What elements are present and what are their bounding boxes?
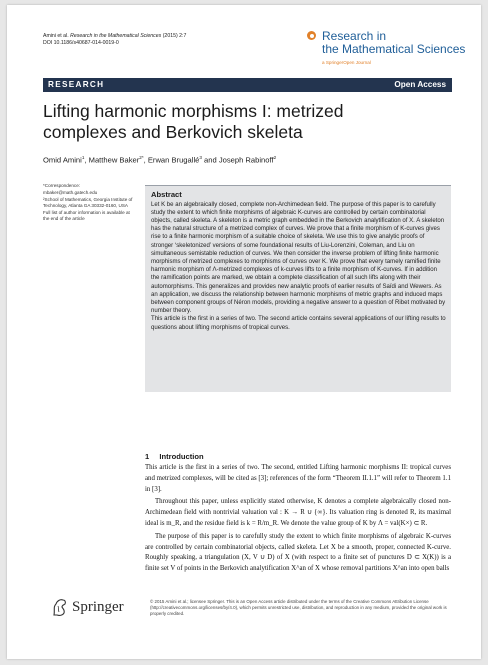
journal-name-line2: the Mathematical Sciences — [322, 42, 466, 56]
journal-logo-icon — [307, 31, 316, 40]
abstract-box — [145, 185, 451, 392]
publisher-logo — [51, 597, 151, 621]
body-paragraph: The purpose of this paper is to carefully study the extent to which finite morphisms of algebraic K-curves are controlled by certain combinatorial objects, called skeleta. Let X be a smooth, proper, connected K-curve. Roughly speaking, a triangulation (X, V ∪ D) of X (with respect to a finite set of punctures D ⊂ X(K)) is a finite set V of points in the Berkovich analytification X^an of X whose removal partitions X^an into open balls — [145, 532, 451, 573]
year-volume: (2015) 2:7 — [162, 33, 187, 39]
author-affiliation: 3 — [199, 155, 202, 160]
author-list: Omid Amini$^1$, Matthew Baker$^{2*}$, Erwan Brugallé$^3$ and Joseph Rabinoff$^2$ — [43, 155, 277, 165]
open-access-label: Open Access — [394, 79, 446, 89]
article-type-banner — [43, 78, 452, 92]
journal-subtitle: a SpringerOpen Journal — [322, 60, 371, 65]
body-text — [145, 463, 451, 577]
citation-prefix: Amini et al. — [43, 33, 69, 39]
paper-title — [43, 101, 463, 143]
body-paragraph: Throughout this paper, unless explicitly stated otherwise, K denotes a complete algebraically closed non-Archimedean field with nontrivial valuation val : K → R ∪ {∞}. Its valuation ring is denoted R, its maximal ideal is m_R, and the residue field is k = R/m_R. We denote the value group of K by Λ = val(K×) ⊂ R. — [145, 498, 451, 527]
abstract-paragraph: Let K be an algebraically closed, complete non-Archimedean field. The purpose of this paper is to carefully study the extent to which finite morphisms of algebraic K-curves are controlled by certain combinatorial objects, called skeleta. A skeleton is a metric graph embedded in the Berkovich analytification of X. A skeleton has the natural structure of a metrized complex of curves. We prove that a finite morphism of K-curves gives rise to a finite harmonic morphism of a suitable choice of skeleta. We use this to give analytic proofs of stronger ‘skeletonized’ versions of some foundational results of Liu-Lorenzini, Coleman, and Liu on simultaneous semistable reduction of curves. We then consider the inverse problem of lifting finite harmonic morphisms of metrized complexes to morphisms of curves over K. We prove that every tamely ramified finite harmonic morphism of Λ-metrized complexes of k-curves lifts to a finite morphism of K-curves. If in addition the ramification points are marked, we obtain a complete classification of all such lifts along with their automorphisms. This generalizes and provides new analytic proofs of earlier results of Saïdi and Wewers. As an application, we discuss the relationship between harmonic morphisms of metric graphs and induced maps between component groups of Néron models, providing a negative answer to a question of Ribet motivated by number theory. — [151, 201, 446, 315]
abstract-heading: Abstract — [151, 190, 182, 199]
section-title: Introduction — [159, 452, 204, 461]
journal-citation: Research in the Mathematical Sciences — [70, 33, 162, 39]
author-affiliation: 2* — [139, 155, 144, 160]
section-number: 1 — [145, 452, 150, 461]
title-line-1: Lifting harmonic morphisms I: metrized — [43, 101, 344, 121]
author-name: Matthew Baker — [88, 155, 140, 165]
article-type: RESEARCH — [48, 79, 105, 89]
author-info-note: Full list of author information is available at the end of the article — [43, 210, 130, 221]
section-heading — [145, 452, 204, 461]
springer-horse-icon — [51, 597, 68, 617]
citation-header — [43, 33, 186, 47]
author-name: Joseph Rabinoff — [218, 155, 274, 165]
paper-page — [7, 5, 481, 659]
author-name: Erwan Brugallé — [147, 155, 200, 165]
license-text: © 2015 Amini et al.; licensee Springer. This is an Open Access article distributed under the terms of the Creative Commons Attribution License (http://creativecommons.org/licenses/by/4.0), which permits unrestricted use, distribution, and reproduction in any medium, provided the original work is properly credited. — [150, 599, 447, 617]
author-affiliation: 2 — [273, 155, 277, 160]
journal-name-line1: Research in — [322, 29, 387, 43]
author-affiliation: 1 — [81, 155, 85, 160]
correspondence-label: *Correspondence: — [43, 183, 81, 188]
publisher-name: Springer — [72, 599, 124, 615]
doi: DOI 10.1186/s40687-014-0019-0 — [43, 40, 119, 46]
affiliation-note: ²School of Mathematics, Georgia Institute of Technology, Atlanta GA 30332-0160, USA — [43, 197, 133, 208]
correspondence-email[interactable]: mbaker@math.gatech.edu — [43, 190, 98, 195]
body-paragraph: This article is the first in a series of two. The second, entitled Lifting harmonic morphisms II: tropical curves and metrized complexes, will be cited as [3]; references of the form “Theorem II.1.1” will refer to Theorem 1.1 in [3]. — [145, 464, 451, 493]
abstract-text — [151, 201, 447, 332]
correspondence-notes — [43, 183, 135, 223]
title-line-2: complexes and Berkovich skeleta — [43, 122, 303, 142]
abstract-paragraph: This article is the first in a series of two. The second article contains several applications of our lifting results to questions about lifting morphisms of tropical curves. — [151, 316, 446, 331]
author-name: Omid Amini — [43, 155, 82, 165]
